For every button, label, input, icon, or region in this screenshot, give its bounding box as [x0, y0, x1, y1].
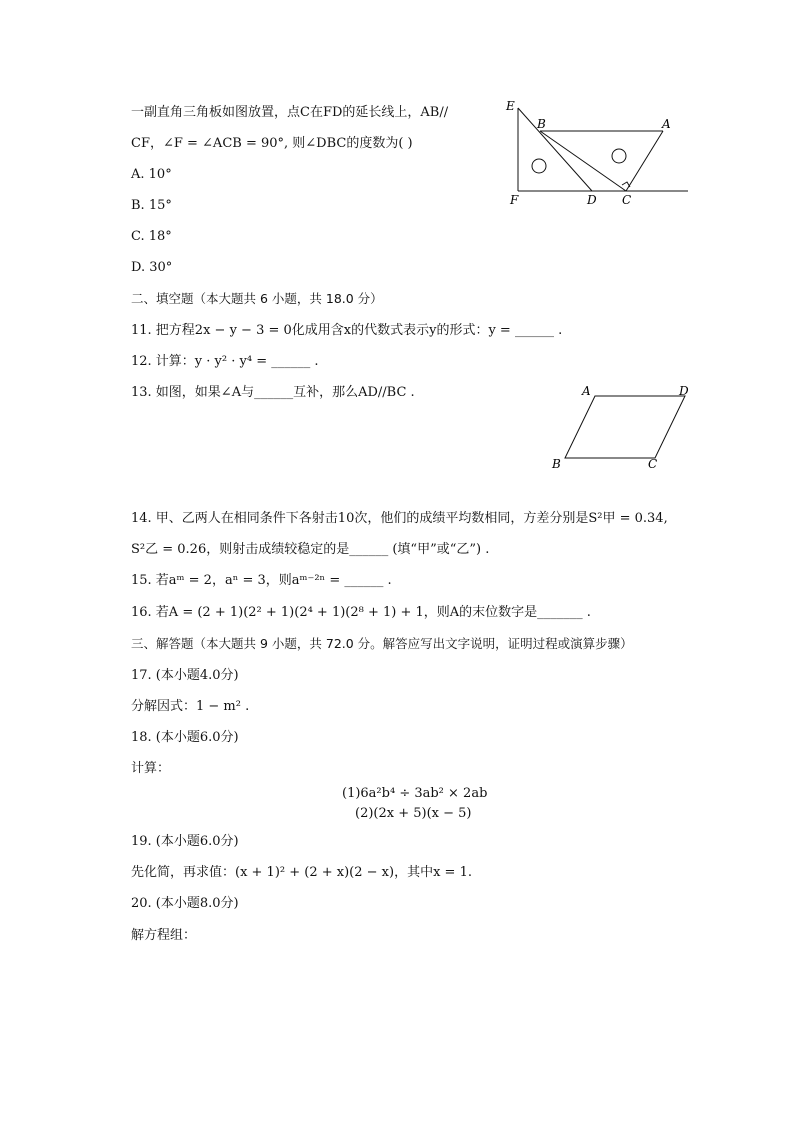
fig13-label-c: C — [648, 457, 658, 471]
q13: 13. 如图，如果∠A与______互补，那么AD//BC . — [131, 385, 415, 400]
q15: 15. 若aᵐ = 2，aⁿ = 3，则aᵐ⁻²ⁿ = ______ . — [131, 573, 392, 588]
q10-triangle-figure — [500, 98, 700, 210]
q12: 12. 计算：y · y² · y⁴ = ______ . — [131, 354, 319, 369]
q10-option-d: D. 30° — [131, 260, 173, 275]
q16: 16. 若A = (2 + 1)(2² + 1)(2⁴ + 1)(2⁸ + 1) + 1，则A的末位数字是_______ . — [131, 605, 591, 620]
q14-line2: S²乙 = 0.26，则射击成绩较稳定的是______ (填“甲”或“乙”) . — [131, 542, 490, 557]
q10-line2: CF，∠F = ∠ACB = 90°, 则∠DBC的度数为( ) — [131, 136, 413, 151]
q19-body: 先化简，再求值：(x + 1)² + (2 + x)(2 − x)，其中x = 1. — [131, 865, 472, 880]
q13-parallelogram-figure — [545, 380, 695, 472]
fig10-label-f: F — [510, 193, 519, 207]
q18-eq2: (2)(2x + 5)(x − 5) — [355, 806, 472, 821]
section-2-heading: 二、填空题（本大题共 6 小题，共 18.0 分） — [131, 291, 383, 306]
q18-eq1: (1)6a²b⁴ ÷ 3ab² × 2ab — [342, 786, 488, 801]
q18-body: 计算： — [131, 761, 171, 776]
q10-option-a: A. 10° — [131, 167, 172, 182]
fig10-label-d: D — [587, 193, 597, 207]
fig10-label-b: B — [537, 117, 546, 131]
fig10-label-c: C — [622, 193, 632, 207]
q20-head: 20. (本小题8.0分) — [131, 896, 239, 911]
q11: 11. 把方程2x − y − 3 = 0化成用含x的代数式表示y的形式：y = ______ . — [131, 323, 563, 338]
q10-option-b: B. 15° — [131, 198, 172, 213]
q19-head: 19. (本小题6.0分) — [131, 834, 239, 849]
q17-body: 分解因式：1 − m² . — [131, 699, 250, 714]
fig10-label-e: E — [506, 99, 515, 113]
q20-body: 解方程组： — [131, 928, 197, 943]
section-3-heading: 三、解答题（本大题共 9 小题，共 72.0 分。解答应写出文字说明，证明过程或演算步骤） — [131, 636, 633, 651]
fig13-label-a: A — [582, 384, 591, 398]
fig13-label-d: D — [679, 384, 689, 398]
fig10-label-a: A — [662, 117, 671, 131]
q10-option-c: C. 18° — [131, 229, 172, 244]
fig13-label-b: B — [552, 457, 561, 471]
q10-line1: 一副直角三角板如图放置，点C在FD的延长线上，AB// — [131, 105, 449, 120]
q18-head: 18. (本小题6.0分) — [131, 730, 239, 745]
q14-line1: 14. 甲、乙两人在相同条件下各射击10次，他们的成绩平均数相同，方差分别是S²甲 = 0.34, — [131, 511, 668, 526]
q17-head: 17. (本小题4.0分) — [131, 668, 239, 683]
